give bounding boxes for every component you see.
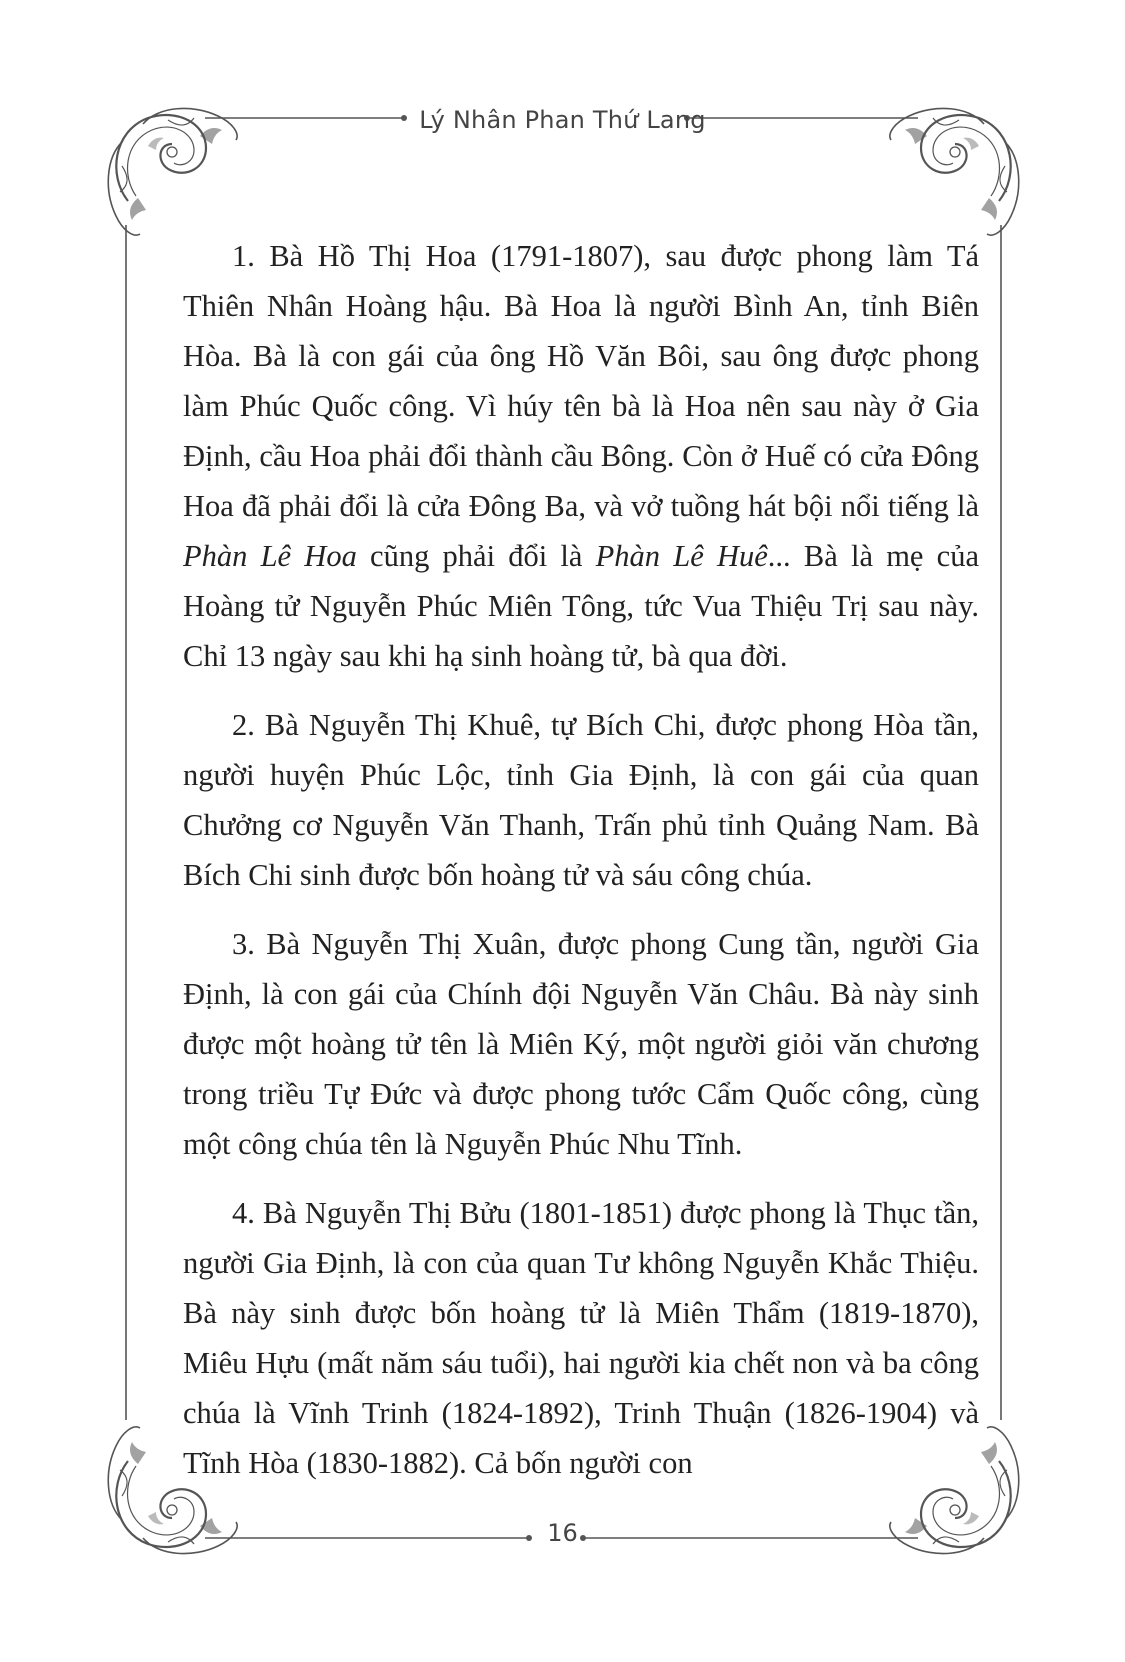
body-text <box>183 231 979 1507</box>
page-number: 16 <box>547 1519 578 1547</box>
running-header-title: Lý Nhân Phan Thứ Lang <box>419 106 706 134</box>
paragraph-1-part-c: cũng phải đổi là <box>356 539 596 573</box>
paragraph-4: 4. Bà Nguyễn Thị Bửu (1801-1851) được phong là Thục tần, người Gia Định, là con của quan Tư không Nguyễn Khắc Thiệu. Bà này sinh được bốn hoàng tử là Miên Thẩm (1819-1870), Miêu Hựu (mất năm sáu tuổi), hai người kia chết non và ba công chúa là Vĩnh Trinh (1824-1892), Trinh Thuận (1826-1904) và Tĩnh Hòa (1830-1882). Cả bốn người con <box>183 1196 979 1480</box>
paragraph-2: 2. Bà Nguyễn Thị Khuê, tự Bích Chi, được phong Hòa tần, người huyện Phúc Lộc, tỉnh Gia Định, là con gái của quan Chưởng cơ Nguyễn Văn Thanh, Trấn phủ tỉnh Quảng Nam. Bà Bích Chi sinh được bốn hoàng tử và sáu công chúa. <box>183 708 979 892</box>
paragraph-3: 3. Bà Nguyễn Thị Xuân, được phong Cung tần, người Gia Định, là con gái của Chính đội Nguyễn Văn Châu. Bà này sinh được một hoàng tử tên là Miên Ký, một người giỏi văn chương trong triều Tự Đức và được phong tước Cẩm Quốc công, cùng một công chúa tên là Nguyễn Phúc Nhu Tĩnh. <box>183 927 979 1161</box>
paragraph-1-part-a: 1. Bà Hồ Thị Hoa (1791-1807), sau được phong làm Tá Thiên Nhân Hoàng hậu. Bà Hoa là người Bình An, tỉnh Biên Hòa. Bà là con gái của ông Hồ Văn Bôi, sau ông được phong làm Phúc Quốc công. Vì húy tên bà là Hoa nên sau này ở Gia Định, cầu Hoa phải đổi thành cầu Bông. Còn ở Huế có cửa Đông Hoa đã phải đổi là cửa Đông Ba, và vở tuồng hát bội nổi tiếng là <box>183 239 979 523</box>
paragraph-1-italic-title-1: Phàn Lê Hoa <box>183 539 357 573</box>
paragraph-1-italic-title-2: Phàn Lê Huê <box>595 539 768 573</box>
paragraph-1 <box>183 231 979 681</box>
paragraph-1-part-e: ... Bà là mẹ của Hoàng tử Nguyễn Phúc Miên Tông, tức Vua Thiệu Trị sau này. Chỉ 13 ngày sau khi hạ sinh hoàng tử, bà qua đời. <box>183 539 979 673</box>
